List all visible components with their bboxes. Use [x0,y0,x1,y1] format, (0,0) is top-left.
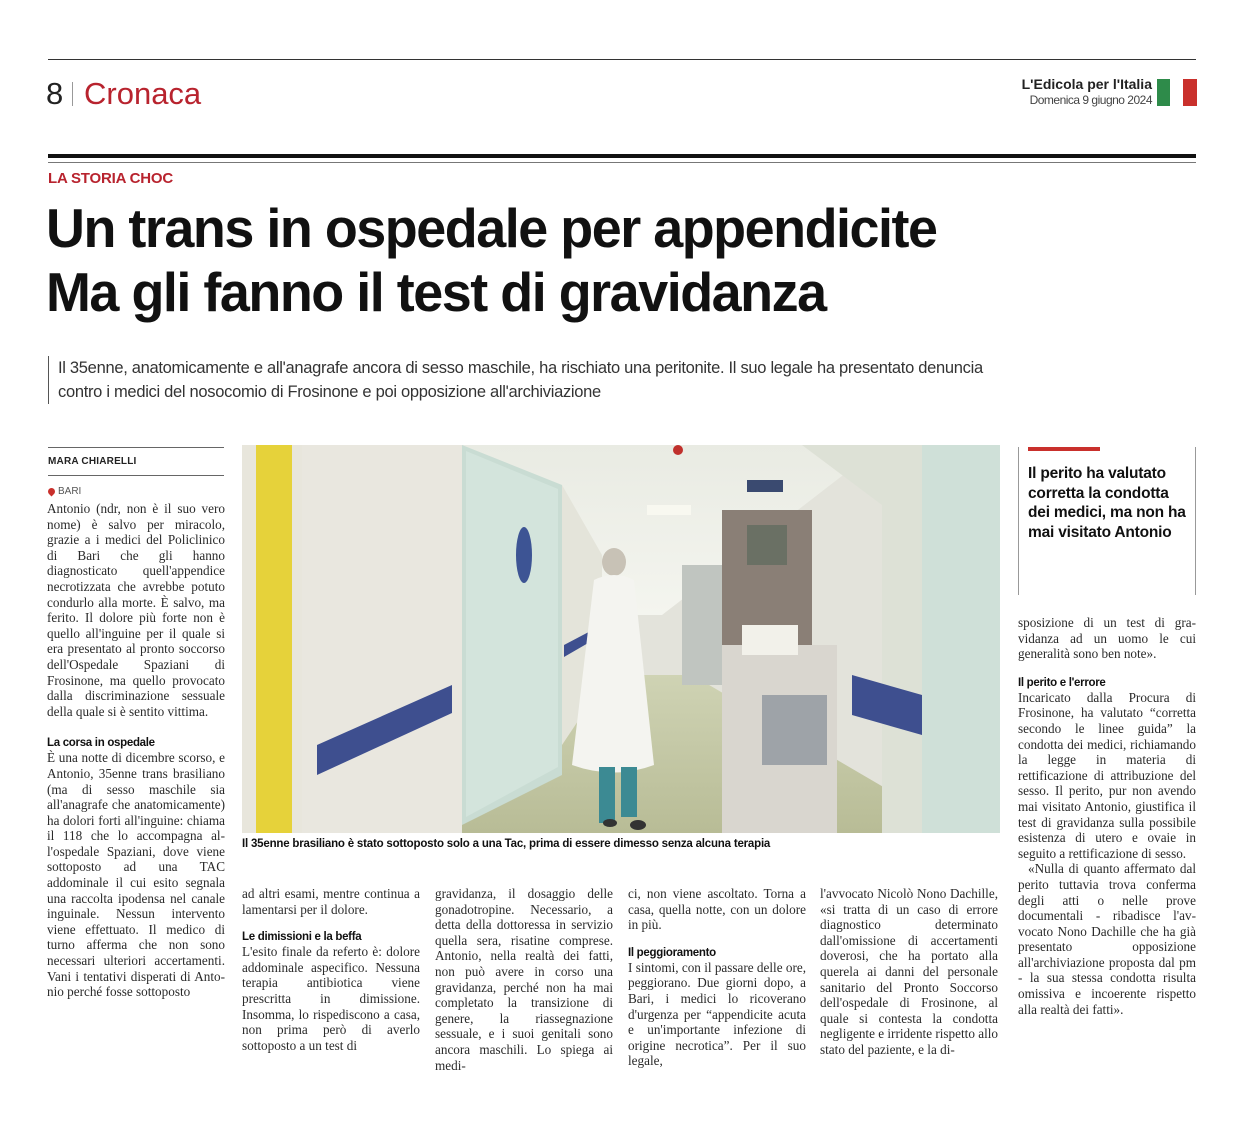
paragraph: «Nulla di quanto affermato dal perito tuttavia trova conferma degli atti o nelle prove documentali - ribadisce l'avvocato Nono Dachille che ha già presentato opposizione all'archiviazione proposta dal pm - la sua stessa condotta risulta omissiva e incoerente rispetto alla realtà dei fatti». [1018,861,1196,1017]
subheading: Le dimissioni e la beffa [242,931,362,944]
article-column-4 [628,886,806,1069]
header-separator [72,82,73,106]
paragraph: I sintomi, con il passare delle ore, peggiorano. Due giorni dopo, a Bari, i medici lo ricoverano d'urgenza per “appendicite acuta e un'importante infezione di origine necrotica”. Per il suo legale, [628,959,806,1069]
paragraph: l'avvocato Nicolò Nono Dachille, «si tratta di un caso di errore diagnostico determinato dall'omissione di accertamenti doverosi, che ha portato alla querela ai danni del personale sanitario del Pronto Soccorso dell'ospedale di Frosinone, al quale si contesta la condotta negligente e irridente rispetto allo stato del paziente, e la di- [820,886,998,1057]
article-summary [48,356,1208,404]
flag-green-stripe [1157,79,1170,106]
paragraph: È una notte di dicembre scorso, e Antonio, 35enne trans brasiliano (ma di sesso maschile sia all'anagrafe che anatomicamente) ha dolori forti all'inguine: chiama il 118 che lo accompagna all'ospedale Spaziani, dove viene sottoposto ad una TAC addominale il cui esito segnala una raccolta ipodensa nel canale inguinale. Nessun intervento viene effettuato. Il medico di turno afferma che non sono necessari ulteriori accertamenti. Vani i tentativi disperati di Antonio perché fosse sottoposto [47,750,225,1000]
pull-quote: Il perito ha valutato corretta la condotta dei medici, ma non ha mai visitato Antonio [1028,465,1186,541]
subheading: La corsa in ospedale [47,737,155,750]
page-number: 8 [46,76,64,111]
article-column-5 [820,886,998,1058]
article-column-1 [47,501,225,1000]
paragraph: gravidanza, il dosaggio delle gonadotropine. Necessario, a detta della dottoressa in servizio quella sera, risatine comprese. Antonio, nella realtà dei fatti, non può avere in corso una gravidanza, perché non ha mai completato la transizione di genere, la riassegnazione sessuale, e i suoi genitali sono ancora maschili. Lo spiega ai medi- [435,886,613,1073]
flag-red-stripe [1183,79,1197,106]
paragraph: L'esito finale da referto è: dolore addominale aspecifico. Nessuna terapia antibiotica viene prescritta in dimissione. Insomma, lo rispediscono a casa, non prima però di averlo sottoposto a un test di [242,944,420,1053]
headline-rule-thin [48,162,1196,163]
summary-line-1: Il 35enne, anatomicamente e all'anagrafe ancora di sesso maschile, ha rischiato una peritonite. Il suo legale ha presentato denuncia [58,359,983,377]
hospital-corridor-image [242,445,1000,833]
kicker: LA STORIA CHOC [48,170,173,187]
newspaper-name: L'Edicola per l'Italia [1021,76,1152,92]
article-column-6 [1018,615,1196,1017]
pull-quote-accent-bar [1028,447,1100,451]
byline-rule-top [48,447,224,448]
article-column-3 [435,886,613,1073]
headline [46,196,937,324]
masthead [1022,76,1152,108]
top-rule [48,59,1196,60]
paragraph: ad altri esami, mentre continua a lamentarsi per il dolore. [242,886,420,917]
headline-line-2: Ma gli fanno il test di gravidanza [46,261,826,323]
author-byline: MARA CHIARELLI [48,456,137,467]
summary-line-2: contro i medici del nosocomio di Frosinone e poi opposizione all'archiviazione [58,383,601,401]
article-column-2 [242,886,420,1053]
location-pin-icon [47,487,57,497]
byline-rule-bottom [48,475,224,476]
subheading: Il peggioramento [628,946,716,959]
paragraph: sposizione di un test di gravidanza ad un uomo le cui generalità sono ben note». [1018,615,1196,662]
headline-rule-thick [48,154,1196,158]
paragraph: Incaricato dalla Procura di Frosinone, ha valutato “corretta secondo le linee guida” la condotta dei medici, richiamando la legge in materia di rettificazione di attribuzione del sesso. Il perito, pur non avendo mai visitato Antonio, giustifica il test di gravidanza sulla possibile esistenza di utero e ovaie in seguito a rettificazione di sesso. [1018,689,1196,861]
location-label: BARI [58,486,82,497]
article-photo [242,445,1000,833]
subheading: Il perito e l'errore [1018,676,1106,689]
paragraph: ci, non viene ascoltato. Torna a casa, quella notte, con un dolore in più. [628,886,806,933]
paragraph: Antonio (ndr, non è il suo vero nome) è salvo per miracolo, grazie a i medici del Policlinico di Bari che gli hanno diagnosticato quell'appendice necrotizzata che avrebbe potuto condurlo alla morte. È salvo, ma ferito. Il dolore più forte non è quello all'inguine per il quale si era presentato al pronto soccorso dell'Ospedale Spaziani di Frosinone, ma quello provocato dalla discriminazione sessuale della quale si è sentito vittima. [47,501,225,719]
issue-date: Domenica 9 giugno 2024 [1029,93,1152,107]
section-title: Cronaca [84,76,202,111]
dateline [48,486,81,497]
photo-caption: Il 35enne brasiliano è stato sottoposto solo a una Tac, prima di essere dimesso senza alcuna terapia [242,838,771,850]
headline-line-1: Un trans in ospedale per appendicite [46,197,937,259]
